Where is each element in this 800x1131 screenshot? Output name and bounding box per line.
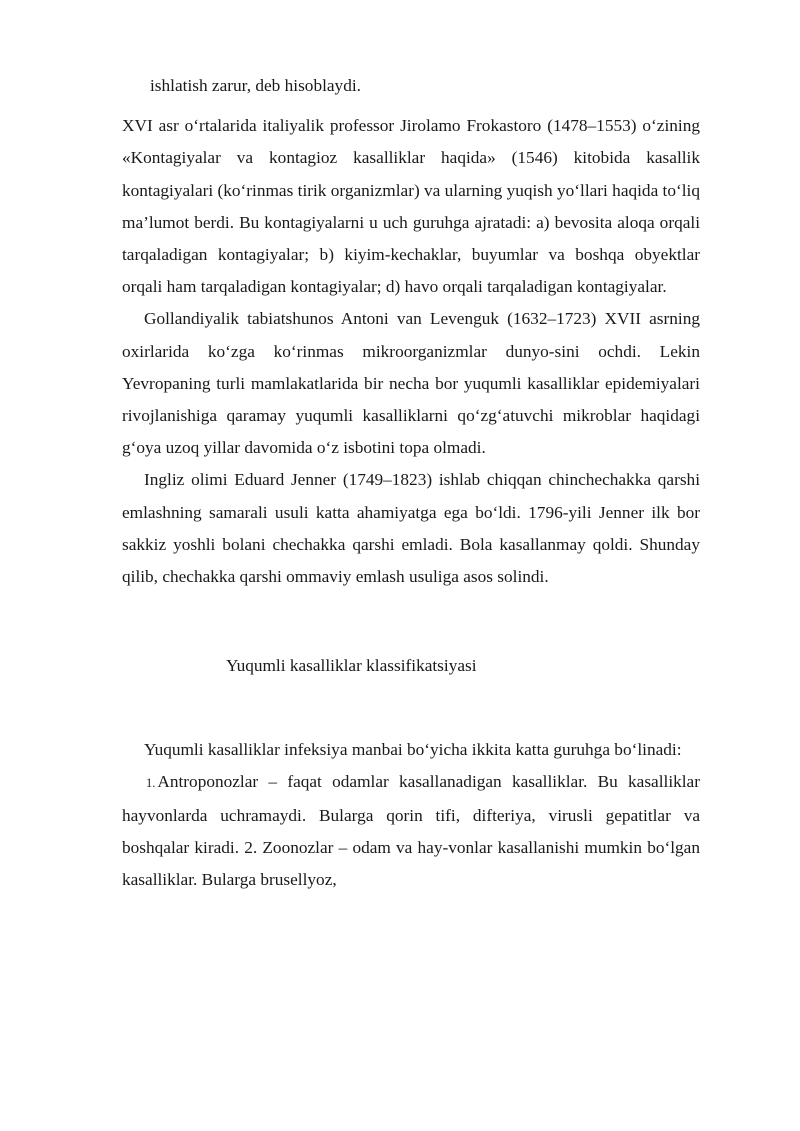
section-heading: Yuqumli kasalliklar klassifikatsiyasi: [226, 656, 477, 676]
list-item: [122, 766, 700, 896]
list-item-text: Antroponozlar – faqat odamlar kasallanadigan kasalliklar. Bu kasalliklar hayvonlarda uchramaydi. Bularga qorin tifi, difteriya, virusli gepatitlar va boshqalar kiradi. 2. Zoonozlar – odam va hay-vonlar kasallanishi mumkin bo‘lgan kasalliklar. Bularga brusellyoz,: [122, 772, 700, 890]
continuation-line: ishlatish zarur, deb hisoblaydi.: [150, 76, 361, 95]
list-number: 1.: [146, 776, 156, 791]
paragraph-jenner: Ingliz olimi Eduard Jenner (1749–1823) ishlab chiqqan chinchechakka qarshi emlashning samarali usuli katta ahamiyatga ega bo‘ldi. 1796-yili Jenner ilk bor sakkiz yoshli bolani chechakka qarshi emladi. Bola kasallanmay qoldi. Shunday qilib, chechakka qarshi ommaviy emlash usuliga asos solindi.: [122, 470, 700, 587]
paragraph-levenguk: Gollandiyalik tabiatshunos Antoni van Levenguk (1632–1723) XVII asrning oxirlarida ko‘zga ko‘rinmas mikroorganizmlar dunyo-sini ochdi. Lekin Yevropaning turli mamlakatlarida bir necha bor yuqumli kasalliklar epidemiyalari rivojlanishiga qaramay yuqumli kasalliklarni qo‘zg‘atuvchi mikroblar haqidagi g‘oya uzoq yillar davomida o‘z isbotini topa olmadi.: [122, 309, 700, 458]
paragraph-frokastoro: XVI asr o‘rtalarida italiyalik professor Jirolamo Frokastoro (1478–1553) o‘zining «Kontagiyalar va kontagioz kasalliklar haqida» (1546) kitobida kasallik kontagiyalari (ko‘rinmas tirik organizmlar) va ularning yuqish yo‘llari haqida to‘liq ma’lumot berdi. Bu kontagiyalarni u uch guruhga ajratadi: a) bevosita aloqa orqali tarqaladigan kontagiyalar; b) kiyim-kechaklar, buyumlar va boshqa obyektlar orqali ham tarqaladigan kontagiyalar; d) havo orqali tarqaladigan kontagiyalar.: [122, 116, 700, 297]
document-page: [122, 70, 700, 896]
section-intro: Yuqumli kasalliklar infeksiya manbai bo‘yicha ikkita katta guruhga bo‘linadi:: [144, 740, 682, 760]
